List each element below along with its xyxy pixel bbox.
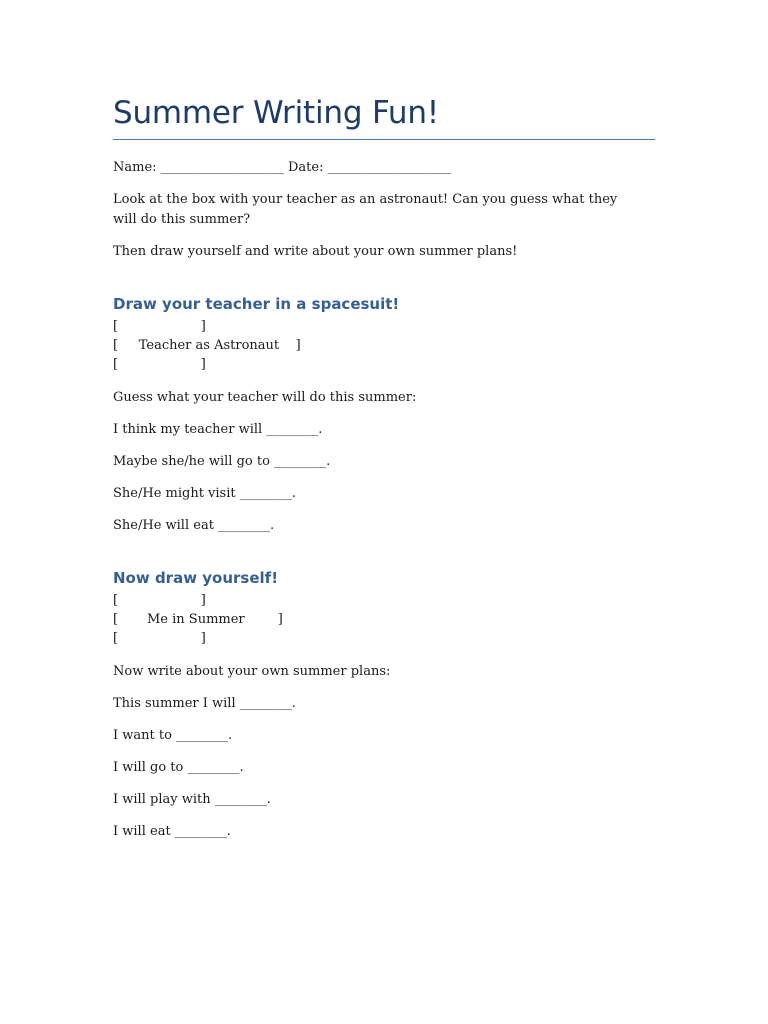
self-sentence-3: I will go to ________. <box>113 760 244 775</box>
teacher-sentence-2: Maybe she/he will go to ________. <box>113 454 331 469</box>
intro-paragraph-2: Then draw yourself and write about your own summer plans! <box>113 244 518 259</box>
teacher-box-line-bottom: [ ] <box>113 357 206 372</box>
date-field: Date: ___________________ <box>288 160 452 175</box>
self-section-heading: Now draw yourself! <box>113 569 279 587</box>
teacher-box-line-label: [ Teacher as Astronaut ] <box>113 338 301 353</box>
teacher-sentence-3: She/He might visit ________. <box>113 486 296 501</box>
self-sentence-1: This summer I will ________. <box>113 696 296 711</box>
self-box-line-top: [ ] <box>113 593 206 608</box>
teacher-sentence-1: I think my teacher will ________. <box>113 422 323 437</box>
name-field: Name: ___________________ <box>113 160 285 175</box>
teacher-section-heading: Draw your teacher in a spacesuit! <box>113 295 400 313</box>
self-box-line-bottom: [ ] <box>113 631 206 646</box>
self-box-line-label: [ Me in Summer ] <box>113 612 283 627</box>
teacher-prompt: Guess what your teacher will do this summer: <box>113 390 417 405</box>
teacher-sentence-4: She/He will eat ________. <box>113 518 275 533</box>
self-sentence-5: I will eat ________. <box>113 824 231 839</box>
teacher-box-line-top: [ ] <box>113 319 206 334</box>
self-sentence-2: I want to ________. <box>113 728 233 743</box>
self-prompt: Now write about your own summer plans: <box>113 664 391 679</box>
intro-paragraph-1: Look at the box with your teacher as an astronaut! Can you guess what they will do this summer? <box>113 192 618 227</box>
title-divider <box>113 139 655 140</box>
self-sentence-4: I will play with ________. <box>113 792 271 807</box>
page-title: Summer Writing Fun! <box>113 95 440 131</box>
